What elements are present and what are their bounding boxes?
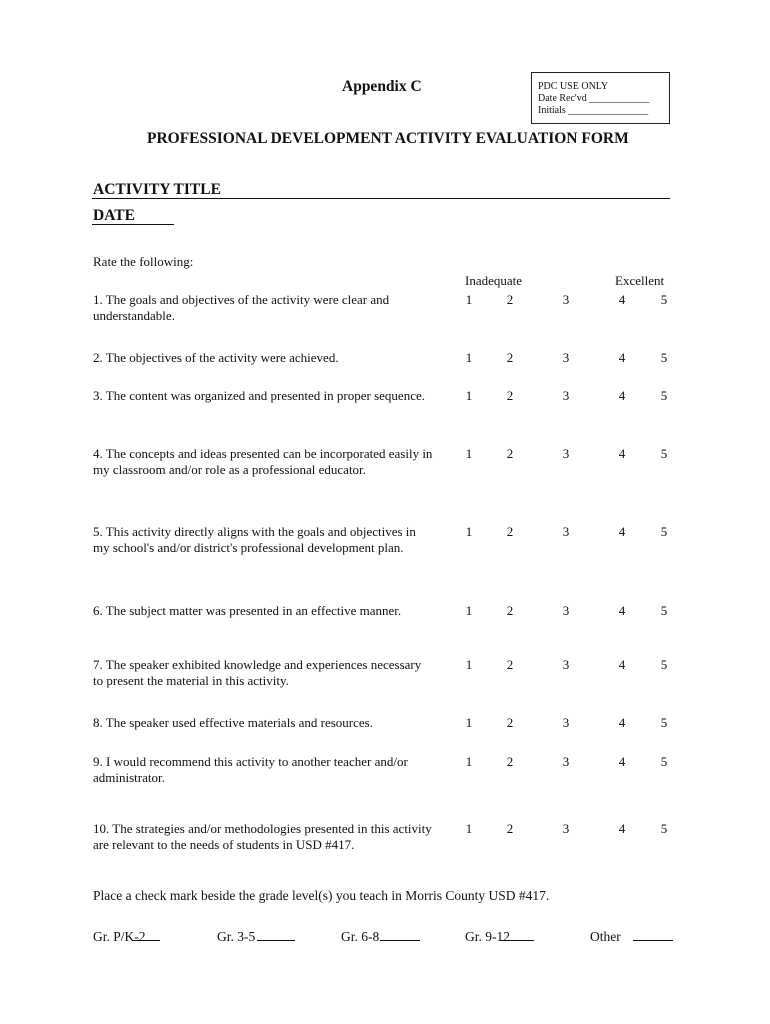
- grade-option-pk-2[interactable]: [93, 927, 160, 945]
- grade-option-label: Other: [590, 929, 621, 944]
- question-4-rating-4[interactable]: 4: [618, 446, 626, 461]
- grade-check-blank[interactable]: [380, 927, 420, 941]
- grade-check-blank[interactable]: [257, 927, 295, 941]
- question-8-rating-5[interactable]: 5: [660, 715, 668, 730]
- question-3-rating-5[interactable]: 5: [660, 388, 668, 403]
- question-4-rating-1[interactable]: 1: [465, 446, 473, 461]
- question-3-text: 3. The content was organized and presented in proper sequence.: [93, 388, 425, 403]
- question-9-rating-1[interactable]: 1: [465, 754, 473, 769]
- question-8-rating-2[interactable]: 2: [506, 715, 514, 730]
- question-2-rating-5[interactable]: 5: [660, 350, 668, 365]
- question-4-rating-5[interactable]: 5: [660, 446, 668, 461]
- question-3-rating-1[interactable]: 1: [465, 388, 473, 403]
- question-1-rating-3[interactable]: 3: [562, 292, 570, 307]
- pdc-initials-field: Initials ________________: [538, 105, 649, 116]
- grade-check-blank[interactable]: [132, 927, 160, 941]
- scale-label-excellent: Excellent: [615, 273, 665, 288]
- activity-title-label: ACTIVITY TITLE: [93, 181, 221, 198]
- question-5-rating-1[interactable]: 1: [465, 524, 473, 539]
- question-5-rating-3[interactable]: 3: [562, 524, 570, 539]
- pdc-use-only-box: [531, 72, 670, 124]
- question-2-text: 2. The objectives of the activity were achieved.: [93, 350, 339, 365]
- question-8-rating-3[interactable]: 3: [562, 715, 570, 730]
- grade-check-blank[interactable]: [633, 927, 673, 941]
- question-7-text: 7. The speaker exhibited knowledge and experiences necessary to present the material in this activity.: [93, 657, 422, 688]
- question-8-rating-1[interactable]: 1: [465, 715, 473, 730]
- form-title: PROFESSIONAL DEVELOPMENT ACTIVITY EVALUATION FORM: [147, 130, 629, 147]
- question-5-text: 5. This activity directly aligns with the goals and objectives in my school's and/or district's professional development plan.: [93, 524, 416, 555]
- question-9-text: 9. I would recommend this activity to another teacher and/or administrator.: [93, 754, 408, 785]
- rate-instruction: Rate the following:: [93, 254, 194, 269]
- question-3-rating-2[interactable]: 2: [506, 388, 514, 403]
- question-6-rating-5[interactable]: 5: [660, 603, 668, 618]
- activity-title-line[interactable]: [92, 198, 670, 199]
- date-label: DATE: [93, 207, 135, 224]
- question-2-rating-2[interactable]: 2: [506, 350, 514, 365]
- question-3-rating-3[interactable]: 3: [562, 388, 570, 403]
- question-10-rating-5[interactable]: 5: [660, 821, 668, 836]
- question-9-rating-5[interactable]: 5: [660, 754, 668, 769]
- question-5-rating-5[interactable]: 5: [660, 524, 668, 539]
- question-6-rating-3[interactable]: 3: [562, 603, 570, 618]
- grade-option-6-8[interactable]: [341, 927, 420, 945]
- question-4-rating-3[interactable]: 3: [562, 446, 570, 461]
- question-10-rating-4[interactable]: 4: [618, 821, 626, 836]
- question-10-rating-3[interactable]: 3: [562, 821, 570, 836]
- question-3-rating-4[interactable]: 4: [618, 388, 626, 403]
- question-6-rating-1[interactable]: 1: [465, 603, 473, 618]
- grade-instruction: Place a check mark beside the grade level(s) you teach in Morris County USD #417.: [93, 888, 550, 903]
- pdc-date-received-field: Date Rec'vd ____________: [538, 93, 650, 104]
- grade-option-label: Gr. P/K-2: [93, 929, 146, 944]
- question-6-text: 6. The subject matter was presented in an effective manner.: [93, 603, 402, 618]
- grade-option-other[interactable]: [590, 927, 673, 945]
- question-4-text: 4. The concepts and ideas presented can be incorporated easily in my classroom and/or role as a professional educator.: [93, 446, 433, 477]
- grade-option-label: Gr. 9-12: [465, 929, 510, 944]
- question-4-rating-2[interactable]: 2: [506, 446, 514, 461]
- appendix-label: Appendix C: [342, 78, 422, 95]
- question-1-rating-4[interactable]: 4: [618, 292, 626, 307]
- question-9-rating-4[interactable]: 4: [618, 754, 626, 769]
- question-9-rating-2[interactable]: 2: [506, 754, 514, 769]
- question-5-rating-2[interactable]: 2: [506, 524, 514, 539]
- grade-option-label: Gr. 3-5: [217, 929, 256, 944]
- question-6-rating-2[interactable]: 2: [506, 603, 514, 618]
- question-2-rating-4[interactable]: 4: [618, 350, 626, 365]
- question-7-rating-1[interactable]: 1: [465, 657, 473, 672]
- grade-option-9-12[interactable]: [465, 927, 534, 945]
- question-7-rating-4[interactable]: 4: [618, 657, 626, 672]
- question-8-rating-4[interactable]: 4: [618, 715, 626, 730]
- question-1-rating-2[interactable]: 2: [506, 292, 514, 307]
- question-1-rating-1[interactable]: 1: [465, 292, 473, 307]
- grade-option-label: Gr. 6-8: [341, 929, 380, 944]
- question-7-rating-2[interactable]: 2: [506, 657, 514, 672]
- date-line[interactable]: [92, 224, 174, 225]
- question-10-rating-2[interactable]: 2: [506, 821, 514, 836]
- question-5-rating-4[interactable]: 4: [618, 524, 626, 539]
- question-10-text: 10. The strategies and/or methodologies presented in this activity are relevant to the needs of students in USD #417.: [93, 821, 432, 852]
- grade-check-blank[interactable]: [500, 927, 534, 941]
- pdc-use-only-label: PDC USE ONLY: [538, 81, 609, 92]
- question-8-text: 8. The speaker used effective materials and resources.: [93, 715, 373, 730]
- question-7-rating-3[interactable]: 3: [562, 657, 570, 672]
- question-6-rating-4[interactable]: 4: [618, 603, 626, 618]
- question-1-rating-5[interactable]: 5: [660, 292, 668, 307]
- scale-label-inadequate: Inadequate: [465, 273, 523, 288]
- question-1-text: 1. The goals and objectives of the activity were clear and understandable.: [93, 292, 390, 323]
- question-9-rating-3[interactable]: 3: [562, 754, 570, 769]
- question-2-rating-3[interactable]: 3: [562, 350, 570, 365]
- question-7-rating-5[interactable]: 5: [660, 657, 668, 672]
- grade-option-3-5[interactable]: [217, 927, 295, 945]
- question-10-rating-1[interactable]: 1: [465, 821, 473, 836]
- question-2-rating-1[interactable]: 1: [465, 350, 473, 365]
